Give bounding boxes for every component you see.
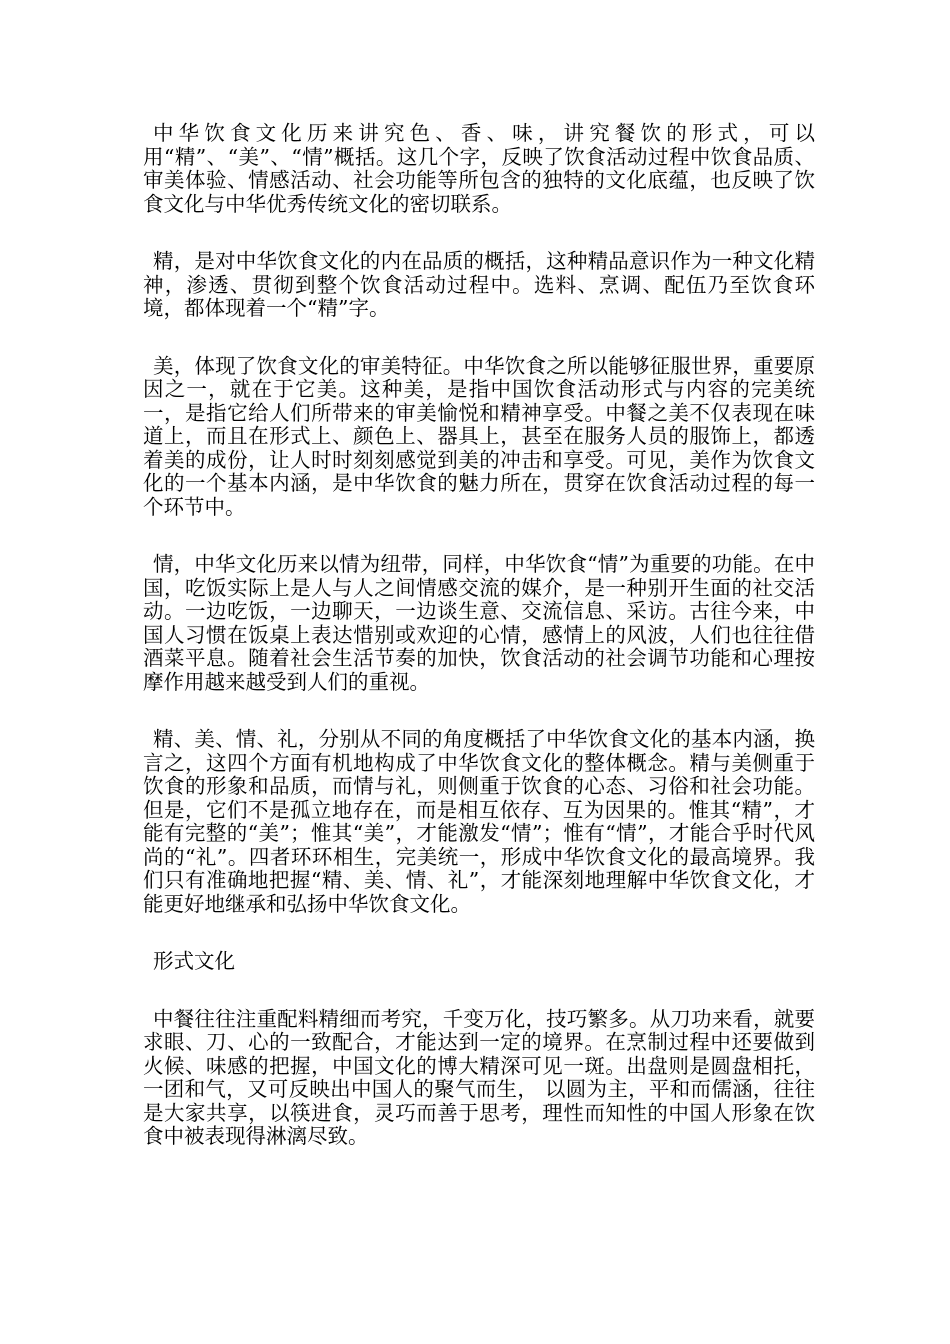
document-body bbox=[143, 122, 815, 1183]
paragraph-mei: 美，体现了饮食文化的审美特征。中华饮食之所以能够征服世界，重要原因之一，就在于它美。这种美，是指中国饮食活动形式与内容的完美统一，是指它给人们所带来的审美愉悦和精神享受。中餐之美不仅表现在味道上，而且在形式上、颜色上、器具上，甚至在服务人员的服饰上，都透着美的成份，让人时时刻刻感觉到美的冲击和享受。可见，美作为饮食文化的一个基本内涵，是中华饮食的魅力所在，贯穿在饮食活动过程的每一个环节中。 bbox=[143, 353, 815, 519]
paragraph-jing: 精，是对中华饮食文化的内在品质的概括，这种精品意识作为一种文化精神，渗透、贯彻到整个饮食活动过程中。选料、烹调、配伍乃至饮食环境，都体现着一个“精”字。 bbox=[143, 249, 815, 320]
section-heading: 形式文化 bbox=[153, 949, 235, 973]
paragraph-form-culture: 中餐往往注重配料精细而考究，千变万化，技巧繁多。从刀功来看，就要求眼、刀、心的一致配合，才能达到一定的境界。在烹制过程中还要做到火候、味感的把握，中国文化的博大精深可见一斑。出盘则是圆盘相托，一团和气，又可反映出中国人的聚气而生， 以圆为主，平和而儒涵，往往是大家共享，以筷进食，灵巧而善于思考，理性而知性的中国人形象在饮食中被表现得淋漓尽致。 bbox=[143, 1006, 815, 1148]
paragraph-qing: 情，中华文化历来以情为纽带，同样，中华饮食“情”为重要的功能。在中国，吃饭实际上是人与人之间情感交流的媒介，是一种别开生面的社交活动。一边吃饭，一边聊天，一边谈生意、交流信息、采访。古往今来，中国人习惯在饭桌上表达惜别或欢迎的心情，感情上的风波，人们也往往借酒菜平息。随着社会生活节奏的加快，饮食活动的社会调节功能和心理按摩作用越来越受到人们的重视。 bbox=[143, 552, 815, 694]
paragraph-intro: 中华饮食文化历来讲究色、香、味，讲究餐饮的形式，可以用“精”、“美”、“情”概括。这几个字，反映了饮食活动过程中饮食品质、审美体验、情感活动、社会功能等所包含的独特的文化底蕴，也反映了饮食文化与中华优秀传统文化的密切联系。 bbox=[143, 121, 815, 216]
paragraph-summary: 精、美、情、礼，分别从不同的角度概括了中华饮食文化的基本内涵，换言之，这四个方面有机地构成了中华饮食文化的整体概念。精与美侧重于饮食的形象和品质，而情与礼，则侧重于饮食的心态、习俗和社会功能。但是，它们不是孤立地存在，而是相互依存、互为因果的。惟其“精”，才能有完整的“美”；惟其“美”，才能激发“情”；惟有“情”，才能合乎时代风尚的“礼”。四者环环相生，完美统一，形成中华饮食文化的最高境界。我们只有准确地把握“精、美、情、礼”，才能深刻地理解中华饮食文化，才能更好地继承和弘扬中华饮食文化。 bbox=[143, 727, 815, 916]
